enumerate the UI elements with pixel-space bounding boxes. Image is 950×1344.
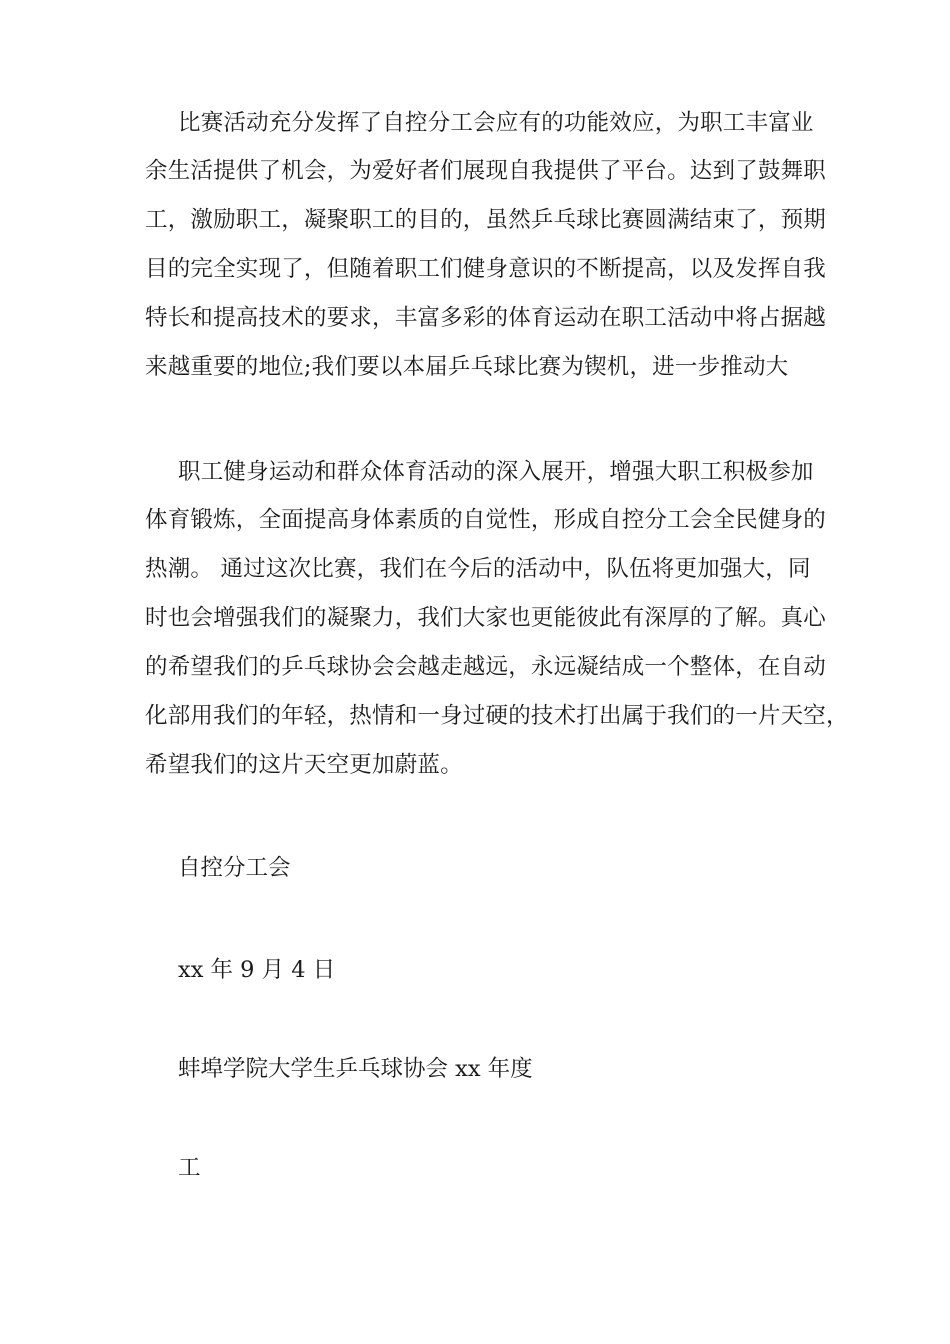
paragraph2-line-1: 职工健身运动和群众体育活动的深入展开，增强大职工积极参加 <box>178 459 814 485</box>
paragraph1-line-2: 余生活提供了机会，为爱好者们展现自我提供了平台。达到了鼓舞职 <box>145 158 827 184</box>
signature-date: xx 年 9 月 4 日 <box>178 957 336 983</box>
paragraph2-line-2: 体育锻炼，全面提高身体素质的自觉性，形成自控分工会全民健身的 <box>145 507 827 533</box>
next-section-fragment: 工 <box>178 1155 201 1181</box>
paragraph1-line-6: 来越重要的地位;我们要以本届乒乓球比赛为锲机，进一步推动大 <box>145 354 789 380</box>
signature-org: 自控分工会 <box>178 855 291 881</box>
paragraph2-line-7: 希望我们的这片天空更加蔚蓝。 <box>145 752 463 778</box>
paragraph2-line-5: 的希望我们的乒乓球协会会越走越远，永远凝结成一个整体，在自动 <box>145 654 827 680</box>
next-section-title: 蚌埠学院大学生乒乓球协会 xx 年度 <box>178 1056 533 1082</box>
paragraph2-line-6: 化部用我们的年轻，热情和一身过硬的技术打出属于我们的一片天空， <box>145 703 849 729</box>
paragraph2-line-4: 时也会增强我们的凝聚力，我们大家也更能彼此有深厚的了解。真心 <box>145 605 827 631</box>
paragraph1-line-3: 工，激励职工，凝聚职工的目的，虽然乒乓球比赛圆满结束了，预期 <box>145 207 827 233</box>
paragraph1-line-5: 特长和提高技术的要求，丰富多彩的体育运动在职工活动中将占据越 <box>145 305 827 331</box>
paragraph2-line-3: 热潮。 通过这次比赛，我们在今后的活动中，队伍将更加强大，同 <box>145 556 811 582</box>
paragraph1-line-1: 比赛活动充分发挥了自控分工会应有的功能效应，为职工丰富业 <box>178 110 814 136</box>
paragraph1-line-4: 目的完全实现了，但随着职工们健身意识的不断提高，以及发挥自我 <box>145 256 827 282</box>
